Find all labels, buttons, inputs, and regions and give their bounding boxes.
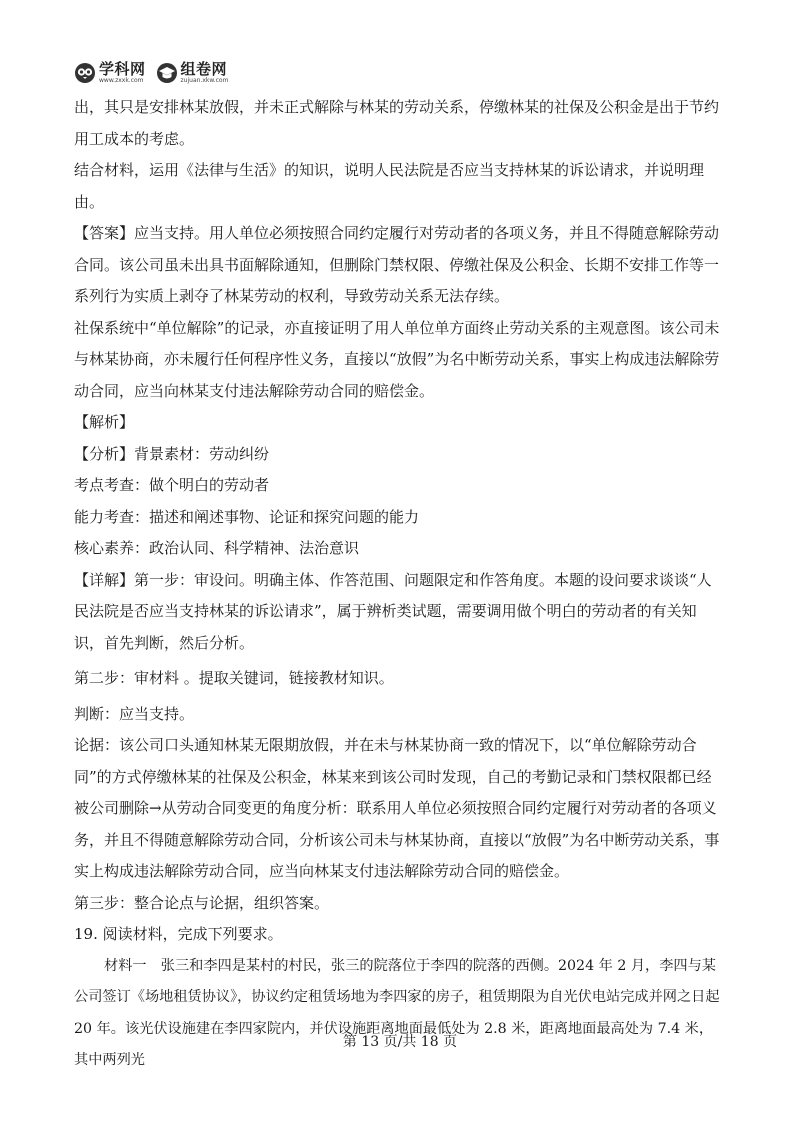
paragraph-material-end: 出，其只是安排林某放假，并未正式解除与林某的劳动关系，停缴林某的社保及公积金是出于节约用工成本的考虑。: [74, 98, 720, 148]
owl-icon: [74, 62, 96, 84]
analysis-knowledge-point: 考点考查：做个明白的劳动者: [74, 476, 270, 494]
detail-argument: 论据：该公司口头通知林某无限期放假，并在未与林某协商一致的情况下，以“单位解除劳动合同”的方式停缴林某的社保及公积金，林某来到该公司时发现，自己的考勤记录和门禁权限都已经被公司删除→从劳动合同变更的角度分析：联系用人单位必须按照合同约定履行对劳动者的各项义务，并且不得随意解除劳动合同，分析该公司未与林某协商，直接以“放假”为名中断劳动关系，事实上构成违法解除劳动合同，应当向林某支付违法解除劳动合同的赔偿金。: [74, 736, 720, 880]
page-footer: 第 13 页/共 18 页: [342, 1034, 458, 1050]
analysis-heading: 【解析】: [74, 413, 135, 431]
answer-paragraph-1: 【答案】应当支持。用人单位必须按照合同约定履行对劳动者的各项义务，并且不得随意解除劳动合同。该公司虽未出具书面解除通知，但删除门禁权限、停缴社保及公积金、长期不安排工作等一系列行为实质上剥夺了林某劳动的权利，导致劳动关系无法存续。: [74, 224, 720, 305]
analysis-core-literacy: 核心素养：政治认同、科学精神、法治意识: [74, 539, 360, 557]
analysis-background: 【分析】背景素材：劳动纠纷: [74, 444, 270, 463]
detail-step-2: 第二步：审材料 。提取关键词，链接教材知识。: [74, 669, 394, 687]
answer-paragraph-2: 社保系统中“单位解除”的记录，亦直接证明了用人单位单方面终止劳动关系的主观意图。该公司未与林某协商，亦未履行任何程序性义务，直接以“放假”为名中断劳动关系，事实上构成违法解除劳动合同，应当向林某支付违法解除劳动合同的赔偿金。: [74, 318, 720, 400]
logo2-name: 组卷网: [180, 60, 228, 78]
logo1-name: 学科网: [99, 60, 146, 78]
logo1-url: www.zxxk.com: [99, 77, 144, 84]
xuekewang-logo: [74, 62, 146, 84]
document-body: [74, 92, 726, 1077]
analysis-ability: 能力考查：描述和阐述事物、论证和探究问题的能力: [74, 507, 420, 526]
header-logos: [74, 60, 238, 86]
graduation-cap-icon: [156, 62, 178, 84]
material-one: 材料一 张三和李四是某村的村民，张三的院落位于李四的院落的西侧。2024 年 2 月，李四与某公司签订《场地租赁协议》，协议约定租赁场地为李四家的房子，租赁期限为自光伏电站完成并网之日起 20 年。该光伏设施建在李四家院内，并伏设施距离地面最低处为 2.8 米，距离地面最高处为 7.4 米，其中两列光: [74, 957, 720, 1068]
detail-step-1: 【详解】第一步：审设问。明确主体、作答范围、问题限定和作答角度。本题的设问要求谈谈“人民法院是否应当支持林某的诉讼请求”，属于辨析类试题，需要调用做个明白的劳动者的有关知识，首先判断，然后分析。: [74, 570, 712, 652]
question-19-prompt: 19. 阅读材料，完成下列要求。: [74, 925, 283, 943]
detail-step-3: 第三步：整合论点与论据，组织答案。: [74, 893, 330, 912]
detail-judgment: 判断：应当支持。: [74, 704, 195, 723]
zujuanwang-logo: [156, 62, 229, 84]
logo2-url: zujuan.xkw.com: [180, 77, 229, 84]
question-prompt: 结合材料，运用《法律与生活》的知识，说明人民法院是否应当支持林某的诉讼请求，并说明理由。: [74, 161, 705, 211]
